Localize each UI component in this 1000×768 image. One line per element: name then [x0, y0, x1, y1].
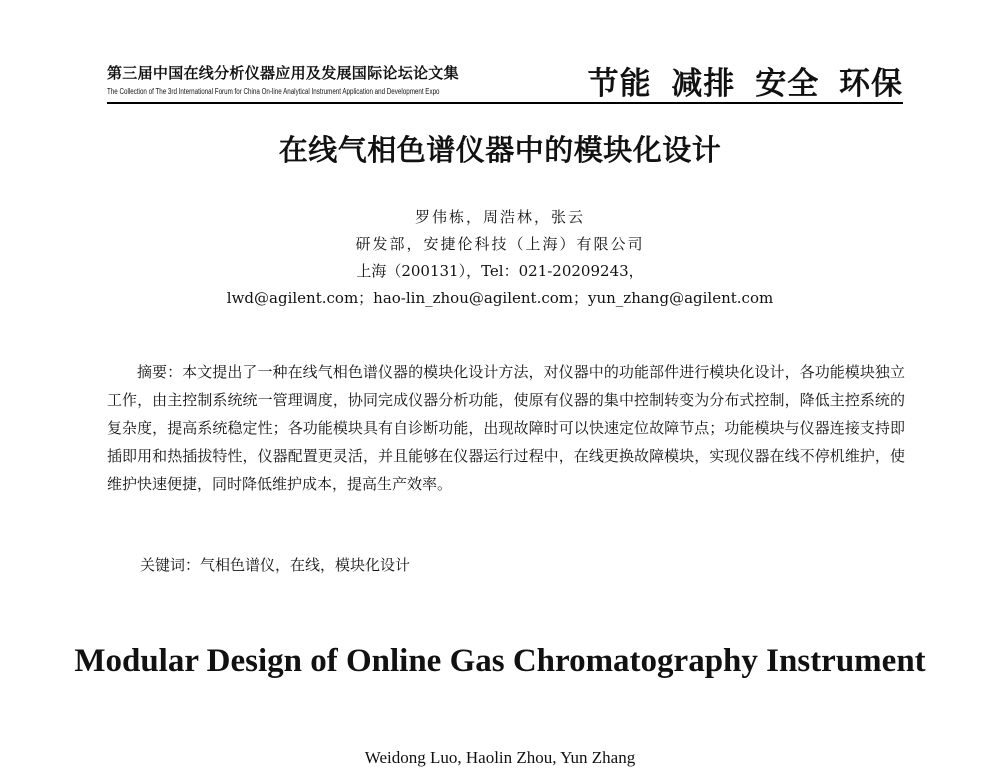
header-slogan: 节能 减排 安全 环保: [587, 66, 903, 102]
proceedings-header: [107, 62, 533, 96]
abstract-cn: 摘要：本文提出了一种在线气相色谱仪器的模块化设计方法，对仪器中的功能部件进行模块化设计，各功能模块独立工作，由主控制系统统一管理调度，协同完成仪器分析功能，使原有仪器的集中控制转变为分布式控制，降低主控系统的复杂度，提高系统稳定性；各功能模块具有自诊断功能，出现故障时可以快速定位故障节点；功能模块与仪器连接支持即插即用和热插拔特性，仪器配置更灵活，并且能够在仪器运行过程中，在线更换故障模块，实现仪器在线不停机维护，使维护快速便捷，同时降低维护成本，提高生产效率。: [107, 363, 905, 493]
keywords-cn: 关键词：气相色谱仪，在线，模块化设计: [140, 556, 411, 574]
authors-en: Weidong Luo, Haolin Zhou, Yun Zhang: [364, 748, 636, 767]
proceedings-title-en: The Collection of The 3rd International Forum for China On-line Analytical Instrument Application and Development Expo: [107, 87, 440, 96]
header-divider: [107, 102, 903, 104]
affiliation-cn: 研发部，安捷伦科技（上海）有限公司: [355, 235, 645, 253]
author-info: [0, 204, 1000, 312]
authors-cn: 罗伟栋，周浩林，张云: [414, 208, 585, 226]
proceedings-title-cn: 第三届中国在线分析仪器应用及发展国际论坛论文集: [107, 64, 459, 82]
paper-title-cn: 在线气相色谱仪器中的模块化设计: [278, 133, 722, 167]
paper-title-en: Modular Design of Online Gas Chromatography Instrument: [74, 643, 926, 679]
address-cn: 上海（200131），Tel：021-20209243，: [356, 262, 644, 280]
author-emails: lwd@agilent.com；hao-lin_zhou@agilent.com；yun_zhang@agilent.com: [226, 289, 774, 307]
